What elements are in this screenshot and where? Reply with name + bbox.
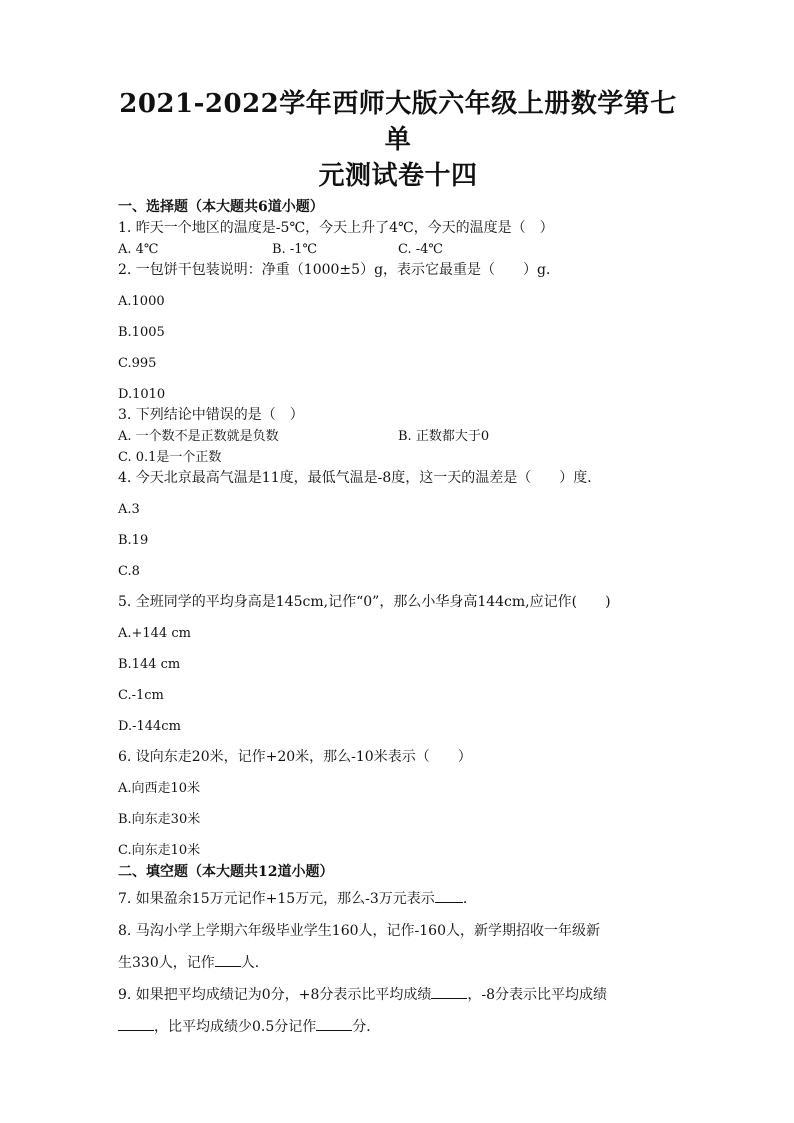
q1-option-b: B. -1℃ (272, 242, 318, 257)
q7-text: 7. 如果盈余15万元记作+15万元，那么-3万元表示 (118, 891, 435, 907)
q9-answer-blank-3[interactable] (316, 1016, 352, 1031)
q4-option-c: C.8 (118, 564, 140, 579)
q5-option-c: C.-1cm (118, 688, 164, 703)
q2-option-d: D.1010 (118, 387, 166, 402)
question-4: 4. 今天北京最高气温是11度，最低气温是-8度，这一天的温差是（ ）度． (118, 470, 602, 486)
question-1-options (118, 239, 678, 260)
q5-option-b: B.144 cm (118, 657, 181, 672)
q4-option-a: A.3 (118, 502, 140, 517)
q1-option-c: C. -4℃ (398, 242, 443, 257)
q9-mid: ，-8分表示比平均成绩 (467, 987, 607, 1003)
page-title (118, 86, 678, 194)
question-7 (118, 883, 678, 915)
q7-answer-blank[interactable] (435, 888, 463, 903)
section-heading-choice: 一、选择题（本大题共6道小题） (118, 199, 324, 215)
question-2: 2. 一包饼干包装说明：净重（1000±5）g，表示它最重是（ ）g． (118, 262, 560, 278)
question-3-options-2 (118, 447, 678, 468)
section-heading-fill: 二、填空题（本大题共12道小题） (118, 864, 334, 880)
q5-option-d: D.-144cm (118, 719, 181, 734)
question-5: 5. 全班同学的平均身高是145cm,记作“0”，那么小华身高144cm,应记作( ) (118, 594, 611, 610)
q1-option-a: A. 4℃ (118, 242, 159, 257)
q8-text: 生330人，记作 (118, 955, 215, 971)
worksheet-page (118, 86, 678, 1043)
q7-end: ． (462, 891, 477, 907)
q2-option-c: C.995 (118, 356, 157, 371)
question-6: 6. 设向东走20米，记作+20米，那么-10米表示（ ） (118, 749, 472, 765)
q2-option-a: A.1000 (118, 294, 165, 309)
question-8: 8. 马沟小学上学期六年级毕业学生160人，记作-160人，新学期招收一年级新 (118, 923, 600, 939)
q9-answer-blank-2[interactable] (118, 1016, 154, 1031)
q6-option-a: A.向西走10米 (118, 781, 201, 796)
q3-option-a: A. 一个数不是正数就是负数 (118, 429, 279, 444)
q3-option-c: C. 0.1是一个正数 (118, 450, 222, 465)
question-3-options (118, 426, 678, 447)
q3-option-b: B. 正数都大于0 (398, 429, 490, 444)
q8-answer-blank[interactable] (215, 952, 241, 967)
title-line-2: 元测试卷十四 (318, 161, 478, 191)
q6-option-b: B.向东走30米 (118, 812, 201, 827)
q9-end: 分． (352, 1019, 381, 1035)
q5-option-a: A.+144 cm (118, 626, 191, 641)
question-9 (118, 979, 678, 1011)
q9-text: 9. 如果把平均成绩记为0分，+8分表示比平均成绩 (118, 987, 432, 1003)
q8-end: 人． (240, 955, 269, 971)
question-8-cont (118, 947, 678, 979)
question-9-cont (118, 1011, 678, 1043)
q2-option-b: B.1005 (118, 325, 165, 340)
q6-option-c: C.向东走10米 (118, 843, 201, 858)
q4-option-b: B.19 (118, 533, 149, 548)
q9-mid2: ，比平均成绩少0.5分记作 (154, 1019, 317, 1035)
question-1: 1. 昨天一个地区的温度是-5℃，今天上升了4℃，今天的温度是（ ） (118, 220, 554, 236)
title-line-1: 2021-2022学年西师大版六年级上册数学第七单 (119, 89, 677, 155)
q9-answer-blank-1[interactable] (431, 984, 467, 999)
question-3: 3. 下列结论中错误的是（ ） (118, 407, 304, 423)
